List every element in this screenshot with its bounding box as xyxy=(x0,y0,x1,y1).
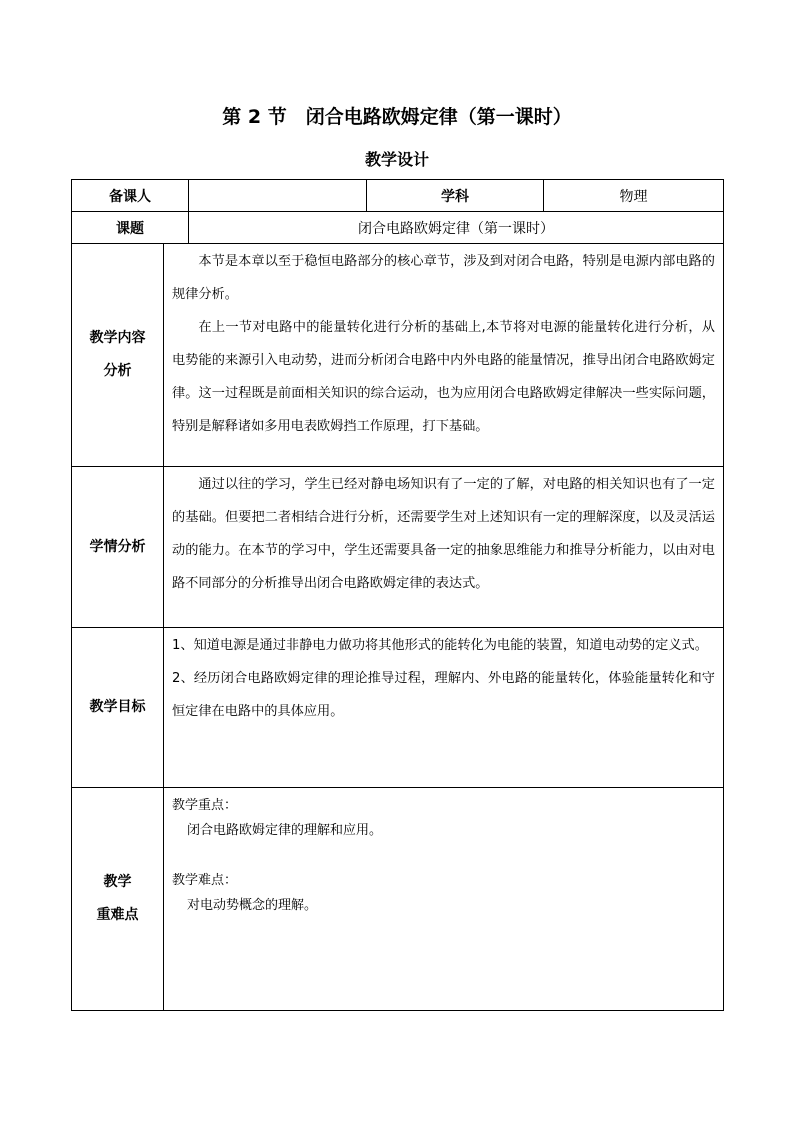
lesson-plan-table xyxy=(71,179,724,1011)
content-analysis-label-line1: 教学内容 xyxy=(89,330,146,346)
content-analysis-label-line2: 分析 xyxy=(103,363,132,379)
difficult-point-heading: 教学难点： xyxy=(172,873,238,888)
content-analysis-paragraph: 在上一节对电路中的能量转化进行分析的基础上,本节将对电源的能量转化进行分析，从电势能的来源引入电动势，进而分析闭合电路中内外电路的能量情况，推导出闭合电路欧姆定律。这一过程既是前面相关知识的综合运动，也为应用闭合电路欧姆定律解决一些实际问题，特别是解释诸如多用电表欧姆挡工作原理，打下基础。 xyxy=(172,320,715,434)
subject-label: 学科 xyxy=(367,180,544,212)
student-analysis-text xyxy=(164,467,724,628)
key-point-heading: 教学重点： xyxy=(172,798,238,813)
key-difficult-row xyxy=(72,788,724,1011)
key-difficult-label-line1: 教学 xyxy=(103,874,132,890)
preparer-label: 备课人 xyxy=(72,180,189,212)
key-point-content: 闭合电路欧姆定律的理解和应用。 xyxy=(187,823,383,838)
objectives-row xyxy=(72,628,724,788)
difficult-point-content: 对电动势概念的理解。 xyxy=(187,898,318,913)
content-analysis-label xyxy=(72,244,164,467)
page-subtitle: 教学设计 xyxy=(364,150,429,169)
page-title: 第 2 节 闭合电路欧姆定律（第一课时） xyxy=(222,106,572,128)
topic-value: 闭合电路欧姆定律（第一课时） xyxy=(189,212,724,244)
preparer-value xyxy=(189,180,367,212)
objective-item: 1、知道电源是通过非静电力做功将其他形式的能转化为电能的装置，知道电动势的定义式。 xyxy=(172,638,708,653)
content-analysis-paragraph: 本节是本章以至于稳恒电路部分的核心章节，涉及到对闭合电路，特别是电源内部电路的规律分析。 xyxy=(172,254,715,302)
student-analysis-row xyxy=(72,467,724,628)
objectives-label: 教学目标 xyxy=(72,628,164,788)
student-analysis-label: 学情分析 xyxy=(72,467,164,628)
content-analysis-text xyxy=(164,244,724,467)
key-difficult-label-line2: 重难点 xyxy=(96,907,139,923)
key-difficult-text xyxy=(164,788,724,1011)
header-row xyxy=(72,180,724,212)
topic-row xyxy=(72,212,724,244)
key-difficult-label xyxy=(72,788,164,1011)
content-analysis-row xyxy=(72,244,724,467)
topic-label: 课题 xyxy=(72,212,189,244)
subject-value: 物理 xyxy=(544,180,724,212)
objective-item: 2、经历闭合电路欧姆定律的理论推导过程，理解内、外电路的能量转化，体验能量转化和守恒定律在电路中的具体应用。 xyxy=(172,671,715,719)
objectives-text xyxy=(164,628,724,788)
student-analysis-paragraph: 通过以往的学习，学生已经对静电场知识有了一定的了解，对电路的相关知识也有了一定的基础。但要把二者相结合进行分析，还需要学生对上述知识有一定的理解深度，以及灵活运动的能力。在本节的学习中，学生还需要具备一定的抽象思维能力和推导分析能力，以由对电路不同部分的分析推导出闭合电路欧姆定律的表达式。 xyxy=(172,477,715,591)
